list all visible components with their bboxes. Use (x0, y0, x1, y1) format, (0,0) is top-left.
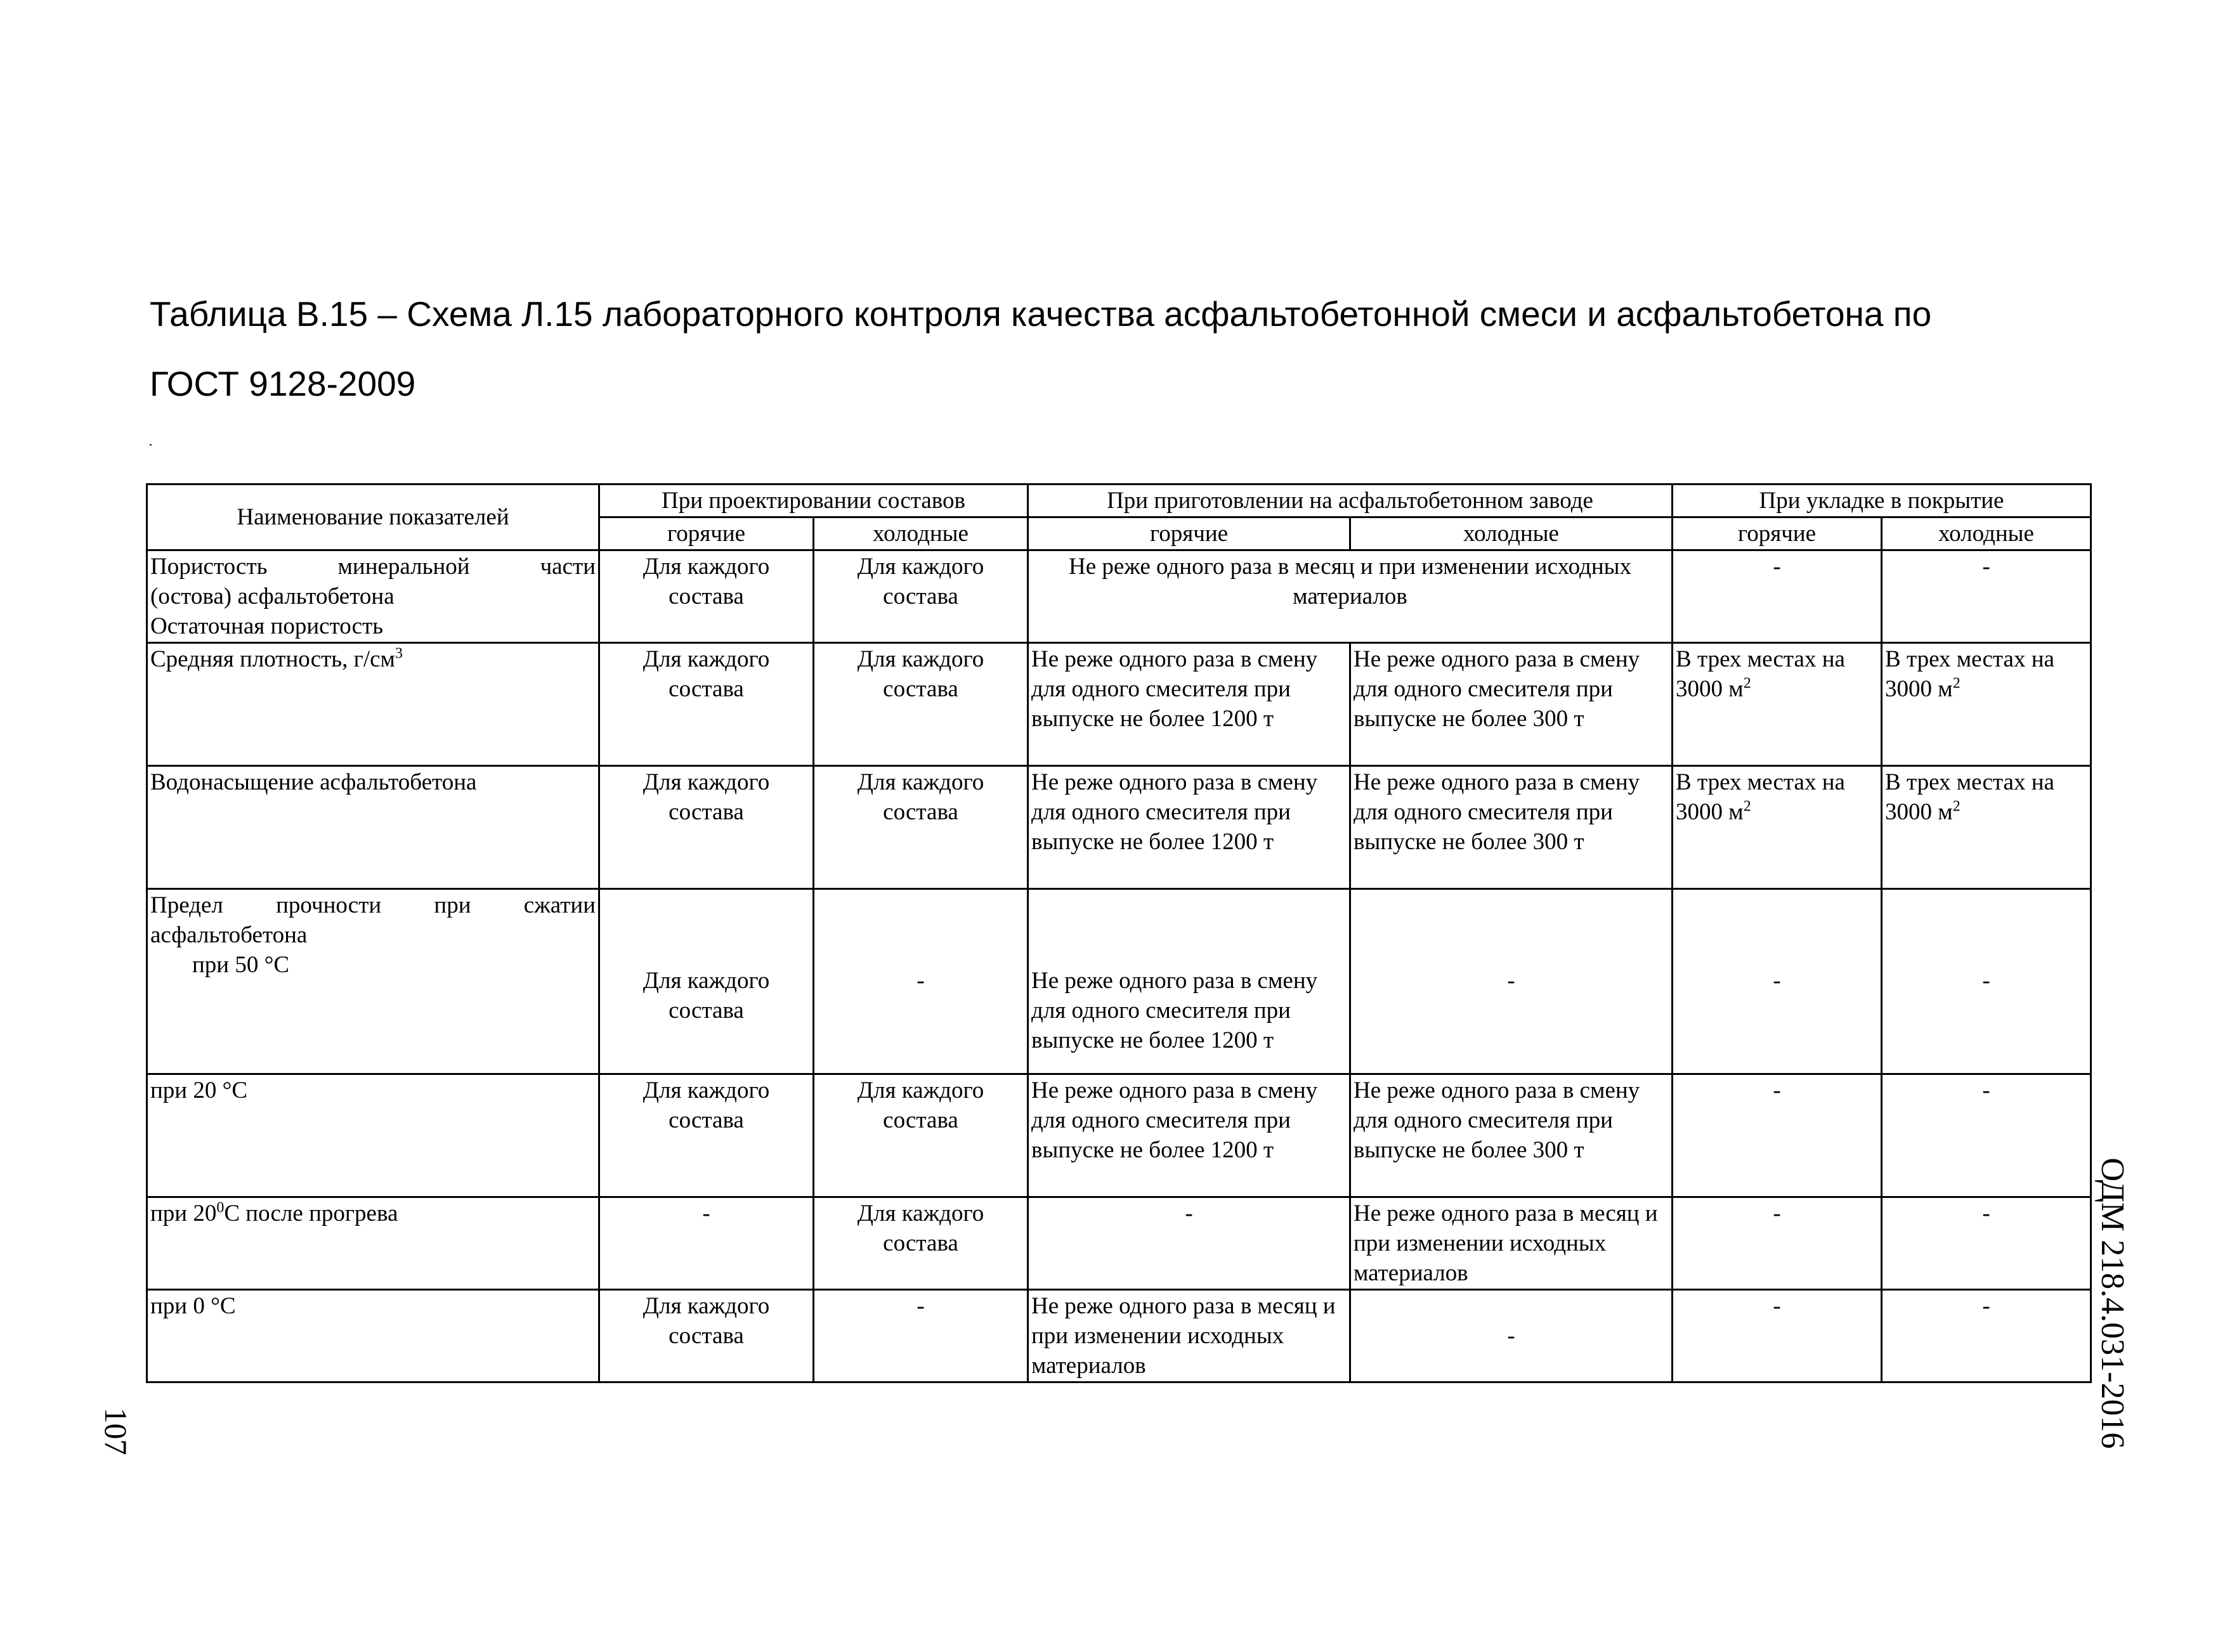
table-row: при 0 °С Для каждого состава - Не реже одного раза в месяц и при изменении исходных материалов - - - (147, 1290, 2091, 1382)
row-name: при 20 °С (147, 1074, 599, 1197)
header-plant: При приготовлении на асфальтобетонном заводе (1028, 485, 1673, 517)
table-row: Водонасыщение асфальтобетона Для каждого состава Для каждого состава Не реже одного раза в смену для одного смесителя при выпуске не более 1200 т Не реже одного раза в смену для одного смесителя при выпуске не более 300 т В трех местах на 3000 $м^2$ В трех местах на 3000 $м^2$ (147, 766, 2091, 889)
row-name: при 0 °С (147, 1290, 599, 1382)
row-name: Средняя плотность, $г/см^3$ (147, 643, 599, 766)
row-name: Предел прочности при сжатии асфальтобетона при 50 °С (147, 889, 599, 1074)
table-row: Пористость минеральной части (остова) асфальтобетона Остаточная пористость Для каждого состава Для каждого состава Не реже одного раза в месяц и при изменении исходных материалов - - (147, 550, 2091, 643)
table-row: при 20 °С Для каждого состава Для каждого состава Не реже одного раза в смену для одного смесителя при выпуске не более 1200 т Не реже одного раза в смену для одного смесителя при выпуске не более 300 т - - (147, 1074, 2091, 1197)
row-name: Водонасыщение асфальтобетона (147, 766, 599, 889)
row-name: при $20^0С$ после прогрева (147, 1197, 599, 1290)
header-plant-cold: холодные (1350, 517, 1673, 550)
row-name: Пористость минеральной части (остова) асфальтобетона Остаточная пористость (147, 550, 599, 643)
header-design-cold: холодные (814, 517, 1028, 550)
stray-dot (150, 444, 152, 446)
header-lay-hot: горячие (1673, 517, 1882, 550)
page-number: 107 (98, 1407, 134, 1455)
header-design: При проектировании составов (599, 485, 1028, 517)
table-row: Предел прочности при сжатии асфальтобетона при 50 °С Для каждого состава - Не реже одного раза в смену для одного смесителя при выпуске не более 1200 т - - - (147, 889, 2091, 1074)
header-lay-cold: холодные (1882, 517, 2091, 550)
header-plant-hot: горячие (1028, 517, 1350, 550)
header-name: Наименование показателей (147, 485, 599, 550)
header-laying: При укладке в покрытие (1673, 485, 2091, 517)
table-row: при $20^0С$ после прогрева - Для каждого состава - Не реже одного раза в месяц и при изменении исходных материалов - - (147, 1197, 2091, 1290)
header-design-hot: горячие (599, 517, 814, 550)
header-row-1 (147, 485, 2091, 517)
quality-control-table (146, 483, 2092, 1383)
document-code: ОДМ 218.4.031-2016 (2094, 1157, 2130, 1449)
table-caption: Таблица В.15 – Схема Л.15 лабораторного контроля качества асфальтобетонной смеси и асфальтобетона по ГОСТ 9128-2009 (150, 294, 1932, 403)
table-row: Средняя плотность, $г/см^3$ Для каждого состава Для каждого состава Не реже одного раза в смену для одного смесителя при выпуске не более 1200 т Не реже одного раза в смену для одного смесителя при выпуске не более 300 т В трех местах на 3000 $м^2$ В трех местах на 3000 $м^2$ (147, 643, 2091, 766)
